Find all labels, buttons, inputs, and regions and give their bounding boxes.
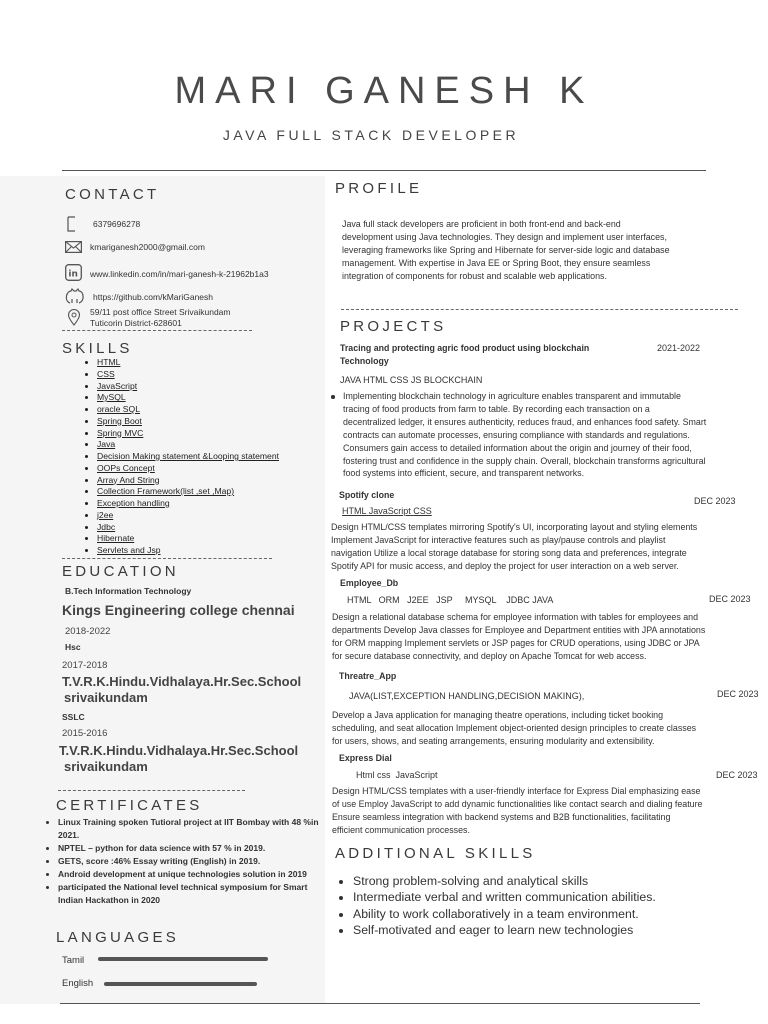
additional-skills-list	[338, 873, 656, 938]
profile-heading: PROFILE	[335, 180, 423, 197]
skill-item: • j2ee	[97, 510, 279, 522]
github-url[interactable]: https://github.com/kMariGanesh	[93, 292, 214, 302]
skills-heading: SKILLS	[62, 340, 133, 357]
project-title: Spotify clone	[339, 490, 395, 500]
skill-item: • MySQL	[97, 392, 279, 404]
project-description	[331, 521, 768, 573]
linkedin-url[interactable]: www.linkedin.com/in/mari-ganesh-k-21962b1a3	[90, 269, 269, 279]
description-line: Implementing blockchain technology in agriculture enables transparent and immutable	[343, 391, 681, 401]
certificate-item: • participated the National level technical symposium for Smart Indian Hackathon in 2020	[58, 881, 328, 907]
project-description	[332, 709, 768, 748]
additional-skill-item: • Intermediate verbal and written communication abilities.	[353, 889, 656, 905]
address-line-1: 59/11 post office Street Srivaikundam	[90, 307, 231, 317]
languages-heading: LANGUAGES	[56, 929, 180, 946]
skill-item: • oracle SQL	[97, 404, 279, 416]
candidate-name: MARI GANESH K	[174, 70, 594, 112]
description-line: Implement JavaScript for interactive features such as play/pause controls and playlist	[331, 534, 666, 545]
description-line: for secure database connectivity, and deploy on Apache Tomcat for web access.	[332, 650, 647, 661]
project-description	[332, 611, 768, 663]
skill-item: • Hibernate	[97, 533, 279, 545]
description-line: efficient communication processes.	[332, 824, 470, 835]
college-name: Kings Engineering college chennai	[62, 602, 295, 618]
phone-icon	[64, 216, 78, 230]
skill-item: • Java	[97, 439, 279, 451]
skill-item: • CSS	[97, 369, 279, 381]
description-line: for ORM mapping Implement servlets or JSP pages for CRUD operations, using JDBC or JPA	[332, 637, 700, 648]
skill-item: • HTML	[97, 357, 279, 369]
project-date: 2021-2022	[657, 343, 701, 353]
project-description	[332, 785, 768, 837]
skill-item: • Spring MVC	[97, 428, 279, 440]
certificate-item: • Android development at unique technologies solution in 2019	[58, 868, 328, 881]
svg-text:in: in	[68, 269, 78, 280]
project-date: DEC 2023	[694, 496, 736, 506]
profile-line: Java full stack developers are proficient in both front-end and back-end	[342, 219, 621, 229]
additional-skill-item: • Self-motivated and eager to learn new technologies	[353, 922, 656, 938]
phone-number: 6379696278	[93, 219, 141, 229]
project-tags: HTML ORM J2EE JSP MYSQL JDBC JAVA	[347, 595, 554, 605]
additional-skills-heading: ADDITIONAL SKILLS	[335, 845, 536, 862]
sslc-years: 2015-2016	[62, 728, 108, 739]
skill-item: • OOPs Concept	[97, 463, 279, 475]
description-line: Consumers gain access to detailed information about the origin and journey of their food,	[343, 442, 692, 453]
education-heading: EDUCATION	[62, 563, 179, 580]
job-title: JAVA FULL STACK DEVELOPER	[222, 127, 520, 143]
description-line: for users, shows, and seating arrangements, ensuring modularity and extensibility.	[332, 735, 655, 746]
project-tags	[342, 506, 432, 516]
hsc-school-name: T.V.R.K.Hindu.Vidhalaya.Hr.Sec.School	[62, 674, 302, 689]
description-line: contracts can automate processes, ensuring compliance with standards and regulations.	[343, 429, 690, 440]
description-line: of use Employ JavaScript to add dynamic functionalities like contact search and dialing feature	[332, 798, 703, 809]
certificate-item: • NPTEL – python for data science with 57 % in 2019.	[58, 842, 328, 855]
description-line: scheduling, and seat allocation Implement object-oriented design principles to create classes	[332, 722, 697, 733]
project-title: Express Dial	[339, 753, 392, 763]
project-title: Employee_Db	[340, 578, 399, 588]
description-line: food systems into efficient, secure, and transparent networks.	[343, 468, 585, 479]
profile-line: management. With expertise in Java EE or Spring Boot, they ensure seamless	[342, 257, 651, 268]
profile-line: leveraging frameworks like Spring and Hibernate for server-side logic and database	[342, 244, 670, 255]
education-divider	[58, 790, 245, 791]
footer-divider	[60, 1003, 700, 1004]
project-date: DEC 2023	[709, 594, 751, 604]
skill-item: • Servlets and Jsp	[97, 545, 279, 557]
hsc-school-town: srivaikundam	[64, 690, 148, 705]
sslc-school-town: srivaikundam	[64, 759, 148, 774]
github-icon	[65, 288, 79, 302]
location-pin-icon	[67, 309, 81, 323]
tag: CSS	[413, 506, 432, 516]
skill-item: • Collection Framework(list ,set ,Map)	[97, 486, 279, 498]
tag: HTML	[342, 506, 367, 516]
additional-skill-item: • Strong problem-solving and analytical skills	[353, 873, 656, 889]
bullet-dot	[331, 395, 335, 399]
description-line: fostering trust and confidence in the supply chain. Overall, blockchain transforms agricultural	[343, 455, 706, 466]
description-line: departments Develop Java classes for Employee and Department entities with JPA annotations	[332, 624, 706, 635]
description-line: navigation Utilize a local storage database for storing song data and preferences, integrate	[331, 547, 687, 558]
description-line: Ensure seamless integration with backend systems and B2B functionalities, facilitating	[332, 811, 671, 822]
language-english: English	[62, 978, 94, 989]
english-proficiency-bar	[104, 982, 257, 986]
btech-years: 2018-2022	[65, 626, 111, 637]
degree-hsc: Hsc	[65, 642, 81, 652]
skill-item: • Spring Boot	[97, 416, 279, 428]
address-line-2: Tuticorin District-628601	[90, 318, 182, 328]
header-divider	[62, 170, 706, 171]
degree-btech: B.Tech Information Technology	[65, 586, 192, 596]
project-title: Threatre_App	[339, 671, 397, 681]
description-line: Design HTML/CSS templates with a user-friendly interface for Express Dial emphasizing ease	[332, 786, 701, 796]
project-title-cont: Technology	[340, 356, 389, 366]
certificate-item: • Linux Training spoken Tutioral project at IIT Bombay with 48 %in 2021.	[58, 816, 328, 842]
skill-item: • JavaScript	[97, 381, 279, 393]
project-date: DEC 2023	[716, 770, 758, 780]
certificate-item: • GETS, score :46% Essay writing (English) in 2019.	[58, 855, 328, 868]
profile-text	[342, 218, 732, 283]
project-title: Tracing and protecting agric food product using blockchain	[340, 343, 590, 353]
tag: JavaScript	[368, 506, 411, 516]
projects-heading: PROJECTS	[340, 318, 447, 335]
description-line: Spotify API for music access, and deploy the project for user interaction on a web server.	[331, 560, 679, 571]
description-line: Develop a Java application for managing theatre operations, including ticket booking	[332, 710, 664, 720]
mail-icon	[65, 240, 79, 254]
sslc-school-name: T.V.R.K.Hindu.Vidhalaya.Hr.Sec.School	[59, 743, 299, 758]
description-line: tracing of food products from farm to table. By recording each transaction on a	[343, 403, 650, 414]
description-line: Design HTML/CSS templates mirroring Spotify's UI, incorporating layout and styling elements	[331, 522, 698, 532]
project-date: DEC 2023	[717, 689, 759, 699]
project-tags: Html css JavaScript	[356, 770, 438, 780]
hsc-years: 2017-2018	[62, 660, 108, 671]
contact-heading: CONTACT	[65, 186, 160, 203]
profile-line: integration of components for robust and scalable web applications.	[342, 270, 607, 281]
additional-skill-item: • Ability to work collaboratively in a team environment.	[353, 906, 656, 922]
profile-divider	[341, 309, 738, 310]
project-description	[343, 390, 768, 480]
skill-item: • Exception handling	[97, 498, 279, 510]
degree-sslc: SSLC	[62, 712, 85, 722]
description-line: Design a relational database schema for employee information with tables for employees and	[332, 612, 699, 622]
email-address[interactable]: kmariganesh2000@gmail.com	[90, 242, 205, 252]
skills-list	[97, 357, 279, 557]
skills-divider	[62, 558, 272, 559]
tamil-proficiency-bar	[98, 957, 268, 961]
certificates-heading: CERTIFICATES	[56, 797, 203, 814]
profile-line: development using Java technologies. They design and implement user interfaces,	[342, 231, 667, 242]
description-line: decentralized ledger, it ensures authenticity, reduces fraud, and enhances food safety. Smart	[343, 416, 707, 427]
certificates-list	[46, 816, 328, 907]
project-tags: JAVA(LIST,EXCEPTION HANDLING,DECISION MAKING),	[349, 691, 585, 701]
linkedin-icon	[65, 264, 79, 278]
skill-item: • Array And String	[97, 475, 279, 487]
contact-divider	[62, 330, 252, 331]
language-tamil: Tamil	[62, 955, 85, 966]
skill-item: • Decision Making statement &Looping statement	[97, 451, 279, 463]
skill-item: • Jdbc	[97, 522, 279, 534]
project-tags: JAVA HTML CSS JS BLOCKCHAIN	[340, 375, 483, 385]
